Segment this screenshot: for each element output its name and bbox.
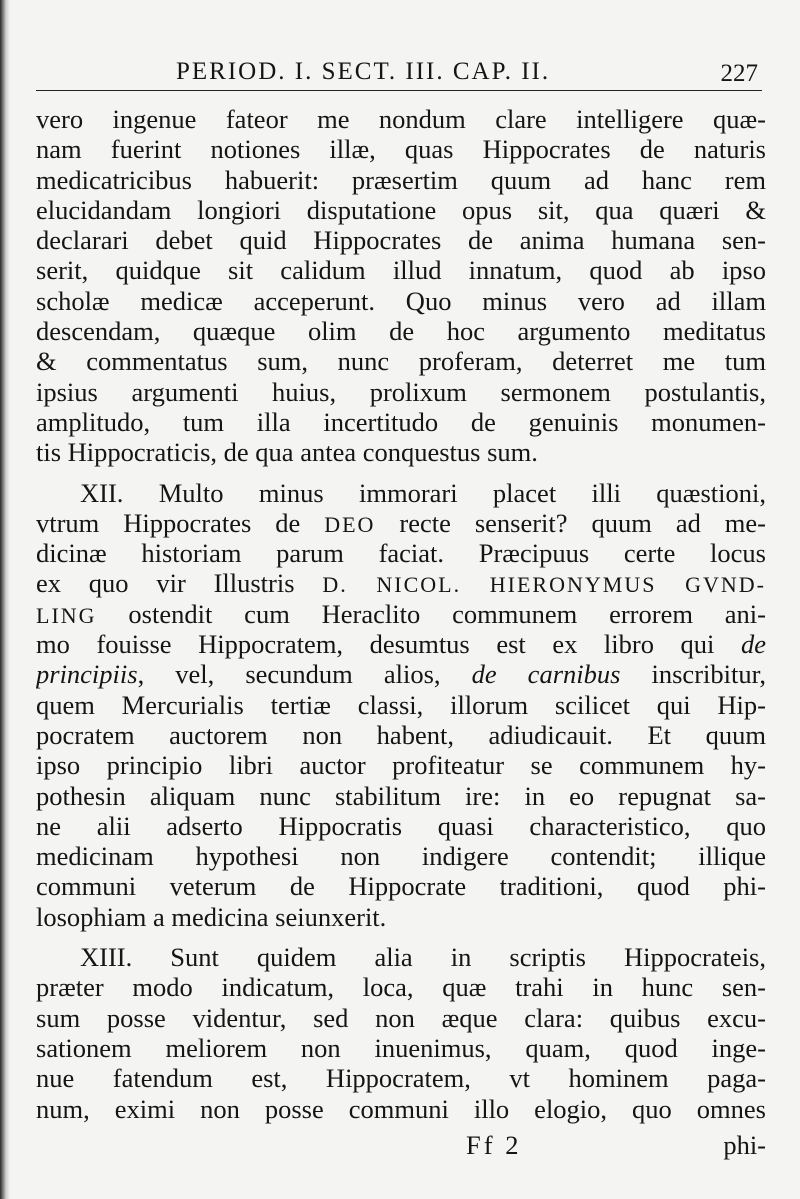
text-line: amplitudo, tum illa incertitudo de genuinis monumen-	[36, 406, 766, 437]
running-head	[36, 58, 762, 91]
signature-mark: Ff 2	[466, 1130, 522, 1160]
text-line: scholæ medicæ acceperunt. Quo minus vero ad illam	[36, 285, 766, 316]
text-line: & commentatus sum, nunc proferam, deterret me tum	[36, 346, 766, 377]
italic-title: de carnibus	[471, 659, 621, 690]
text-line: num, eximi non posse communi illo elogio, quo omnes	[36, 1093, 766, 1124]
text-fragment: ostendit cum Heraclito communem errorem ani-	[96, 598, 766, 629]
body-text	[36, 104, 766, 1124]
text-line: elucidandam longiori disputatione opus sit, qua quæri &	[36, 194, 766, 225]
page-number: 227	[720, 60, 758, 87]
text-line	[36, 659, 766, 689]
text-line: losophiam a medicina seiunxerit.	[36, 901, 387, 932]
text-line: medicinam hypothesi non indigere contendit; illique	[36, 841, 766, 872]
text-fragment: recte senserit? quum ad me-	[375, 507, 766, 538]
text-line: quem Mercurialis tertiæ classi, illorum scilicet qui Hip-	[36, 689, 766, 720]
italic-title: principiis	[36, 659, 138, 690]
small-caps-name: LING	[36, 602, 97, 628]
paragraph-2	[36, 478, 766, 932]
text-line: XIII. Sunt quidem alia in scriptis Hippocrateis,	[80, 942, 766, 973]
text-fragment: , vel, secundum alios,	[137, 659, 472, 690]
page-footer	[36, 1130, 766, 1164]
text-line: medicatricibus habuerit: præsertim quum ad hanc rem	[36, 164, 766, 195]
text-fragment: vtrum Hippocrates de	[36, 507, 325, 538]
text-line: tis Hippocraticis, de qua antea conquestus sum.	[36, 437, 538, 468]
text-line: serit, quidque sit calidum illud innatum, quod ab ipso	[36, 255, 766, 286]
small-caps-name: D. NICOL. HIERONYMUS GVND-	[322, 572, 766, 598]
text-line	[36, 508, 766, 538]
paragraph-3	[36, 942, 766, 1124]
text-fragment: inscribitur,	[620, 659, 766, 690]
text-line: ne alii adserto Hippocratis quasi characteristico, quo	[36, 810, 766, 841]
text-fragment: mo fouisse Hippocratem, desumtus est ex libro qui	[36, 629, 715, 660]
text-line: pocratem auctorem non habent, adiudicauit. Et quum	[36, 719, 766, 750]
italic-word: de	[740, 629, 766, 660]
text-line: communi veterum de Hippocrate traditioni, quod phi-	[36, 871, 766, 902]
text-line: vero ingenue fateor me nondum clare intelligere quæ-	[36, 104, 766, 134]
text-line: pothesin aliquam nunc stabilitum ire: in eo repugnat sa-	[36, 780, 766, 811]
text-line: ipso principio libri auctor profiteatur se communem hy-	[36, 750, 766, 781]
running-title: PERIOD. I. SECT. III. CAP. II.	[176, 58, 551, 85]
text-line	[36, 629, 766, 659]
paragraph-1	[36, 104, 766, 468]
page-gutter-shadow	[0, 0, 10, 1199]
text-line: sum posse videntur, sed non æque clara: quibus excu-	[36, 1002, 766, 1033]
text-line: declarari debet quid Hippocrates de anima humana sen-	[36, 225, 766, 256]
catchword: phi-	[723, 1130, 766, 1160]
text-line: XII. Multo minus immorari placet illi quæstioni,	[80, 477, 766, 508]
text-line: dicinæ historiam parum faciat. Præcipuus certe locus	[36, 538, 766, 569]
text-line: ipsius argumenti huius, prolixum sermonem postulantis,	[36, 376, 766, 407]
text-line: nam fuerint notiones illæ, quas Hippocrates de naturis	[36, 134, 766, 165]
text-line: sationem meliorem non inuenimus, quam, quod inge-	[36, 1032, 766, 1063]
text-line: nue fatendum est, Hippocratem, vt hominem paga-	[36, 1063, 766, 1094]
text-fragment: ex quo vir Illustris	[36, 568, 323, 599]
text-line	[36, 568, 766, 598]
text-line	[36, 599, 766, 629]
text-line: præter modo indicatum, loca, quæ trahi in hunc sen-	[36, 972, 766, 1003]
small-caps-word: DEO	[324, 511, 376, 537]
text-line: descendam, quæque olim de hoc argumento meditatus	[36, 316, 766, 347]
